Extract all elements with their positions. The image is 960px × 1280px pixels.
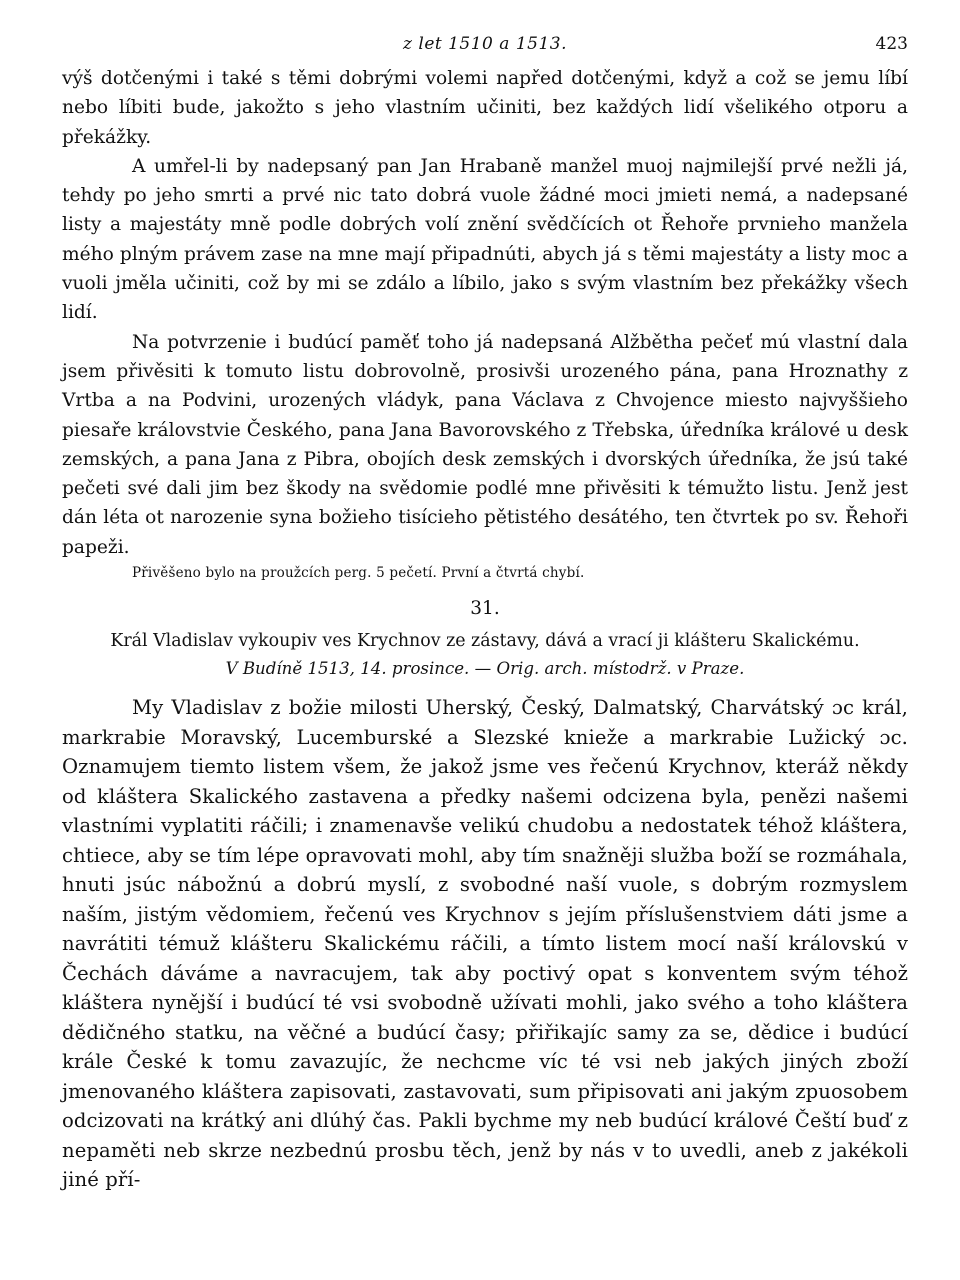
running-title: z let 1510 a 1513. (403, 34, 567, 54)
document-summary: Král Vladislav vykoupiv ves Krychnov ze zástavy, dává a vrací ji klášteru Skalickému. (110, 631, 860, 652)
running-header (62, 30, 908, 64)
document-number: 31. (470, 598, 500, 620)
paragraph-seal-confirmation: Na potvrzenie i budúcí paměť toho já nadepsaná Alžbětha pečeť mú vlastní dala jsem přivěsiti k tomuto listu dobrovolně, prosivši urozeného pána, pana Hroznathy z Vrtba a na Podvini, urozených vládyk, pana Václava z Chvojence miesto najvyššieho piesaře královstvie Českého, pana Jana Bavorovského z Třebska, úředníka králové u desk zemských, a pana Jana z Pibra, obojích desk zemských i dvorských úředníka, že jsú také pečeti své dali jim bez škody na svědomie podlé mne přivěsiti k témužto listu. Jenž jest dán léta ot narozenie syna božieho tisícieho pětistého desátého, ten čtvrtek po sv. Řehoři papeži. (62, 331, 908, 558)
document-text: My Vladislav z božie milosti Uherský, Český, Dalmatský, Charvátský ɔc král, markrabie Moravský, Lucemburské a Slezské knieže a markrabie Lužický ɔc. Oznamujem tiemto listem všem, že jakož jsme ves řečenú Krychnov, kteráž někdy od kláštera Skalického zastavena a předky našemi odcizena byla, penězi našemi vlastními vyplatiti ráčili; i znamenavše velikú chudobu a nedostatek téhož kláštera, chtiece, aby se tím lépe opravovati mohl, aby tím snažněji služba boží se rozmáhala, hnuti jsúc nábožnú a dobrú myslí, z svobodné naší vuole, s dobrým rozmyslem naším, jistým vědomiem, řečenú ves Krychnov s jejím příslušenstviem dáti jsme a navrátiti témuž klášteru Skalickému ráčili, a tímto listem mocí naší královskú v Čechách dáváme a navracujem, tak aby poctivý opat s konventem svým téhož kláštera nynější i budúcí té vsi svobodně užívati mohli, jako svého a toho kláštera dědičného statku, na věčné a budúcí časy; přiřikajíc samy za se, dědice i budúcí krále České k tomu zavazujíc, že nechcme víc té vsi neb jakých jiných zboží jmenovaného kláštera zapisovati, zastavovati, sum připisovati ani jakým zpuosobem odcizovati na krátký ani dlúhý čas. Pakli bychme my neb budúcí králové Čeští buď z nepaměti neb skrze nezbednú prosbu těch, jenž by nás v to uvedli, aneb z jakékoli jiné pří- (62, 696, 908, 1192)
document-dating: V Budíně 1513, 14. prosince. — Orig. arch. místodrž. v Praze. (225, 659, 745, 679)
paragraph-husband-death: A umřel-li by nadepsaný pan Jan Hrabaně manžel muoj najmilejší prvé nežli já, tehdy po jeho smrti a prvé nic tato dobrá vuole žádné moci jmieti nemá, a nadepsané listy a majestáty mně podle dobrých volí znění svědčících ot Řehoře prvnieho manžela mého plným právem zase na mne mají připadnúti, abych já s těmi majestáty a listy moc a vuoli jměla učiniti, což by mi se zdálo a líbilo, jako s svým vlastním bez překážky všech lidí. (62, 155, 908, 324)
page-number: 423 (875, 34, 908, 54)
continued-paragraph: výš dotčenými i také s těmi dobrými volemi napřed dotčenými, když a což se jemu líbí nebo líbiti bude, jakožto s jeho vlastním učiniti, bez každých lidí všelikého otporu a překážky. (62, 68, 908, 148)
book-page (62, 30, 908, 1195)
seal-note: Přivěšeno bylo na proužcích perg. 5 pečetí. První a čtvrtá chybí. (132, 565, 585, 582)
